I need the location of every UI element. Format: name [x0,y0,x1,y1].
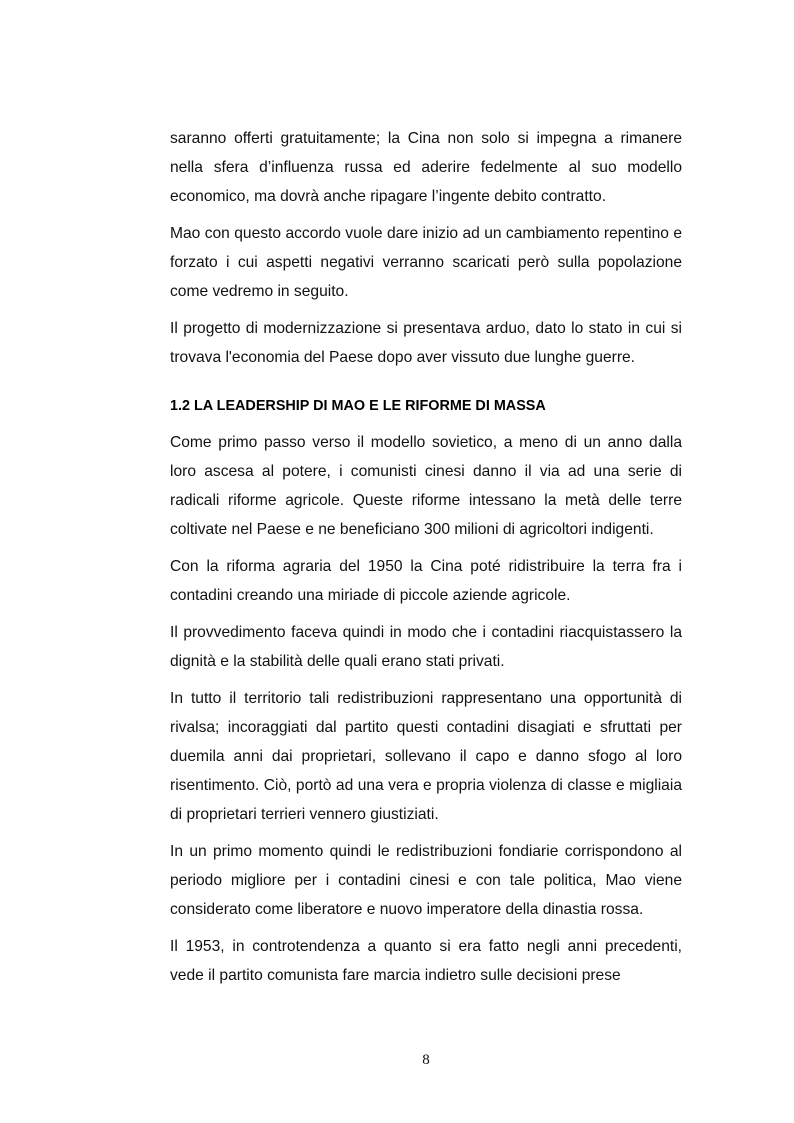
paragraph: saranno offerti gratuitamente; la Cina non solo si impegna a rimanere nella sfera d’influenza russa ed aderire fedelmente al suo modello economico, ma dovrà anche ripagare l’ingente debito contratto. [170,130,682,205]
paragraph: Mao con questo accordo vuole dare inizio ad un cambiamento repentino e forzato i cui aspetti negativi verranno scaricati però sulla popolazione come vedremo in seguito. [170,225,682,300]
section-heading: 1.2 LA LEADERSHIP DI MAO E LE RIFORME DI MASSA [170,398,546,414]
paragraph: Il provvedimento faceva quindi in modo che i contadini riacquistassero la dignità e la stabilità delle quali erano stati privati. [170,624,682,670]
paragraph: Il progetto di modernizzazione si presentava arduo, dato lo stato in cui si trovava l'economia del Paese dopo aver vissuto due lunghe guerre. [170,320,682,366]
paragraph: In tutto il territorio tali redistribuzioni rappresentano una opportunità di rivalsa; incoraggiati dal partito questi contadini disagiati e sfruttati per duemila anni dai proprietari, sollevano il capo e danno sfogo al loro risentimento. Ciò, portò ad una vera e propria violenza di classe e migliaia di proprietari terrieri vennero giustiziati. [170,690,682,823]
paragraph: Con la riforma agraria del 1950 la Cina poté ridistribuire la terra fra i contadini creando una miriade di piccole aziende agricole. [170,558,682,604]
page-number: 8 [422,1052,430,1068]
body-text [170,124,682,998]
paragraph: In un primo momento quindi le redistribuzioni fondiarie corrispondono al periodo migliore per i contadini cinesi e con tale politica, Mao viene considerato come liberatore e nuovo imperatore della dinastia rossa. [170,843,682,918]
paragraph: Il 1953, in controtendenza a quanto si era fatto negli anni precedenti, vede il partito comunista fare marcia indietro sulle decisioni prese [170,938,682,984]
paragraph: Come primo passo verso il modello sovietico, a meno di un anno dalla loro ascesa al potere, i comunisti cinesi danno il via ad una serie di radicali riforme agricole. Queste riforme intessano la metà delle terre coltivate nel Paese e ne beneficiano 300 milioni di agricoltori indigenti. [170,434,682,538]
